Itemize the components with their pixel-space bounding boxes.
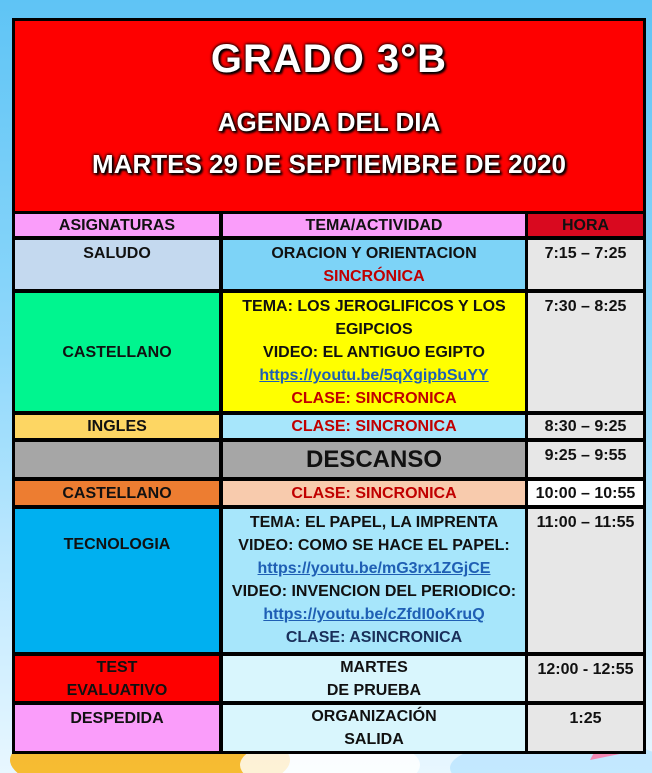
subject-label: TECNOLOGIA <box>63 536 171 553</box>
modality-label: CLASE: SINCRONICA <box>291 484 457 502</box>
video-link[interactable]: https://youtu.be/5qXgipbSuYY <box>259 367 489 384</box>
time-label: 1:25 <box>569 710 602 727</box>
video-link[interactable]: https://youtu.be/mG3rx1ZGjCE <box>257 560 491 577</box>
modality-label: SINCRÓNICA <box>323 268 425 285</box>
row-ingles-topic <box>223 415 525 438</box>
break-label: DESCANSO <box>305 446 443 473</box>
column-header-topic-label: TEMA/ACTIVIDAD <box>305 216 443 234</box>
row-ingles-time <box>528 415 643 438</box>
time-label: 9:25 – 9:55 <box>544 447 627 464</box>
row-castellano-topic <box>223 293 525 411</box>
subject-label: SALUDO <box>83 245 151 262</box>
modality-label: CLASE: SINCRONICA <box>291 390 457 407</box>
subject-label: INGLES <box>87 418 147 435</box>
column-header-subject <box>15 214 219 236</box>
row-castellano-2-topic <box>223 481 525 505</box>
row-ingles-subject <box>15 415 219 438</box>
video-link[interactable]: https://youtu.be/cZfdI0oKruQ <box>263 606 485 623</box>
column-header-topic <box>223 214 525 236</box>
column-header-time-label: HORA <box>561 216 610 234</box>
topic-line: DE PRUEBA <box>326 681 422 699</box>
row-test-time <box>528 656 643 701</box>
topic-line: ORACION Y ORIENTACION <box>271 245 477 262</box>
time-label: 11:00 – 11:55 <box>536 514 635 531</box>
topic-line: TEMA: EL PAPEL, LA IMPRENTA <box>249 514 499 531</box>
row-despedida-topic <box>223 705 525 751</box>
subject-label: CASTELLANO <box>62 343 172 361</box>
time-label: 8:30 – 9:25 <box>544 418 627 435</box>
video-line: VIDEO: EL ANTIGUO EGIPTO <box>263 344 485 361</box>
row-descanso-topic <box>223 442 525 477</box>
column-header-subject-label: ASIGNATURAS <box>58 216 176 234</box>
row-test-topic <box>223 656 525 701</box>
agenda-header <box>15 21 643 211</box>
topic-line: SALIDA <box>344 731 404 748</box>
topic-line: EGIPCIOS <box>335 321 413 338</box>
row-saludo-time <box>528 240 643 289</box>
row-despedida-subject <box>15 705 219 751</box>
row-castellano-2-time <box>528 481 643 505</box>
time-label: 7:30 – 8:25 <box>544 298 627 315</box>
row-tecnologia-topic <box>223 509 525 652</box>
agenda-date: MARTES 29 DE SEPTIEMBRE DE 2020 <box>92 149 566 179</box>
subject-label: CASTELLANO <box>62 484 172 502</box>
topic-line: TEMA: LOS JEROGLIFICOS Y LOS <box>242 298 506 315</box>
row-descanso-subject <box>15 442 219 477</box>
row-saludo-topic <box>223 240 525 289</box>
modality-label: CLASE: SINCRONICA <box>291 418 457 435</box>
class-title: GRADO 3°B <box>210 37 448 81</box>
row-castellano-2-subject <box>15 481 219 505</box>
row-tecnologia-time <box>528 509 643 652</box>
row-descanso-time <box>528 442 643 477</box>
row-tecnologia-subject <box>15 509 219 652</box>
row-test-subject <box>15 656 219 701</box>
topic-line: ORGANIZACIÓN <box>311 708 437 725</box>
subject-label: TEST <box>96 658 138 676</box>
row-castellano-time <box>528 293 643 411</box>
row-despedida-time <box>528 705 643 751</box>
subject-label: EVALUATIVO <box>66 681 168 699</box>
agenda-sheet <box>12 18 646 754</box>
row-castellano-subject <box>15 293 219 411</box>
time-label: 12:00 - 12:55 <box>537 661 634 678</box>
subject-label: DESPEDIDA <box>70 710 164 727</box>
time-label: 7:15 – 7:25 <box>544 245 627 262</box>
agenda-subtitle: AGENDA DEL DIA <box>217 107 441 137</box>
column-header-time <box>528 214 643 236</box>
video-line: VIDEO: INVENCION DEL PERIODICO: <box>231 583 517 600</box>
time-label: 10:00 – 10:55 <box>535 484 636 502</box>
modality-label: CLASE: ASINCRONICA <box>285 629 463 646</box>
row-saludo-subject <box>15 240 219 289</box>
topic-line: MARTES <box>340 658 408 676</box>
video-line: VIDEO: COMO SE HACE EL PAPEL: <box>238 537 510 554</box>
